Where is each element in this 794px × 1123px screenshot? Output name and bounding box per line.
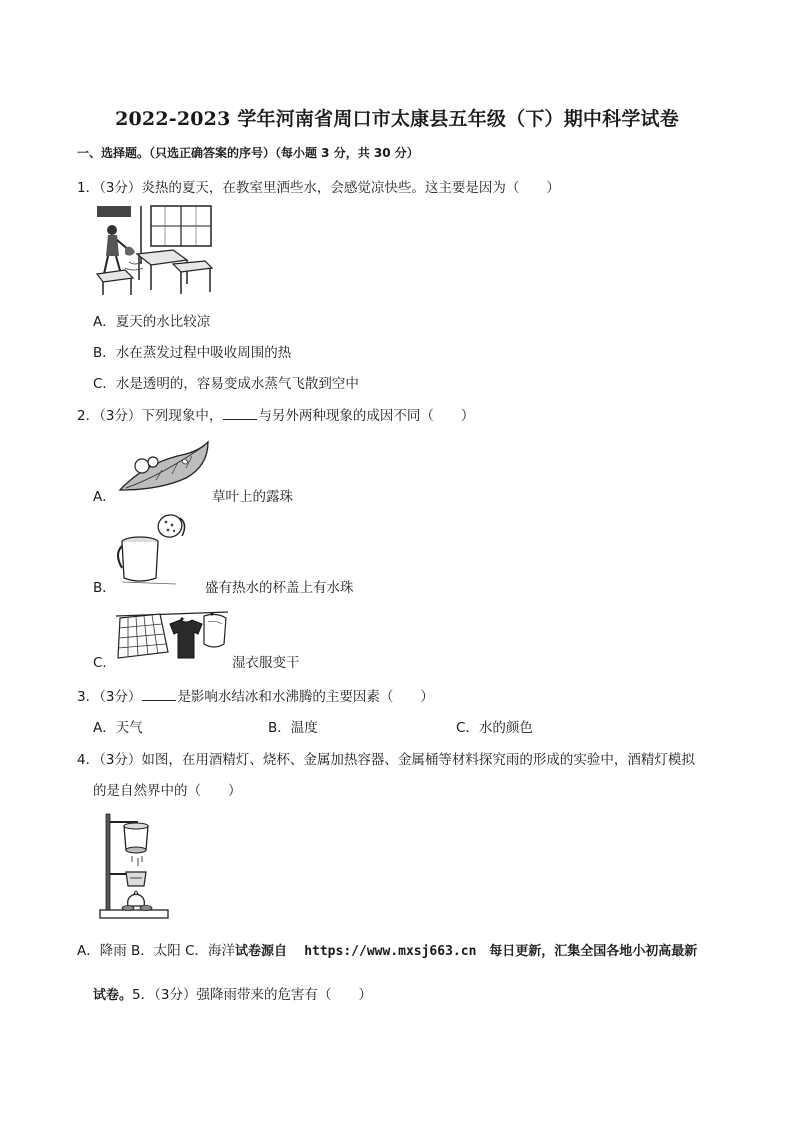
question-5-stem: 5．（3分）强降雨带来的危害有（ ） [132, 987, 372, 1003]
question-1-option-a: A．夏天的水比较凉 [93, 314, 211, 330]
dewdrop-leaf-illustration [116, 440, 212, 496]
watermark-update-text: 每日更新，汇集全国各地小初高最新 [489, 944, 698, 959]
question-4-options-and-notice-line [77, 939, 697, 959]
question-2-option-c-letter: C． [93, 655, 116, 671]
question-3-stem-start: 3．（3分） [77, 689, 142, 705]
classroom-illustration [95, 204, 213, 296]
question-2-option-b-letter: B． [93, 580, 116, 596]
question-2-option-a-letter: A． [93, 489, 116, 505]
watermark-end-and-question-5-line [93, 983, 372, 1003]
question-1-option-c: C．水是透明的，容易变成水蒸气飞散到空中 [93, 376, 359, 392]
question-2-stem-start: 2．（3分）下列现象中， [77, 408, 223, 424]
question-2-stem-end: 与另外两种现象的成因不同（ ） [258, 408, 475, 424]
question-4-stem-line-1: 4．（3分）如图，在用酒精灯、烧杯、金属加热容器、金属桶等材料探究雨的形成的实验中，酒精灯模拟 [77, 752, 695, 768]
question-2-stem [77, 404, 474, 424]
question-1-option-b: B．水在蒸发过程中吸收周围的热 [93, 345, 292, 361]
hot-water-cup-illustration [116, 510, 194, 586]
rain-experiment-apparatus-illustration [98, 810, 174, 922]
question-2-option-b-text: 盛有热水的杯盖上有水珠 [205, 580, 354, 596]
question-2-option-c-text: 湿衣服变干 [232, 655, 300, 671]
question-3-option-b: B．温度 [268, 720, 318, 736]
question-2-option-a-text: 草叶上的露珠 [212, 489, 293, 505]
question-3-option-a: A．天气 [93, 720, 143, 736]
watermark-source-label: 试卷源自 [235, 944, 288, 959]
question-3-stem [77, 685, 434, 705]
question-1-stem: 1．（3分）炎热的夏天，在教室里洒些水，会感觉凉快些。这主要是因为（ ） [77, 180, 560, 196]
question-3-option-c: C．水的颜色 [456, 720, 533, 736]
answer-blank [223, 407, 257, 420]
section-heading: 一、选择题。（只选正确答案的序号）（每小题 3 分，共 30 分） [77, 146, 419, 160]
question-4-stem-line-2: 的是自然界中的（ ） [93, 783, 242, 799]
watermark-url-link[interactable]: https://www.mxsj663.cn [304, 944, 477, 959]
watermark-end-text: 试卷。 [93, 988, 133, 1003]
answer-blank [142, 688, 176, 701]
exam-title: 2022-2023 学年河南省周口市太康县五年级（下）期中科学试卷 [115, 108, 679, 130]
wet-clothes-illustration [116, 608, 230, 664]
question-3-stem-end: 是影响水结冰和水沸腾的主要因素（ ） [177, 689, 434, 705]
question-4-options: A．降雨 B．太阳 C．海洋 [77, 943, 236, 959]
